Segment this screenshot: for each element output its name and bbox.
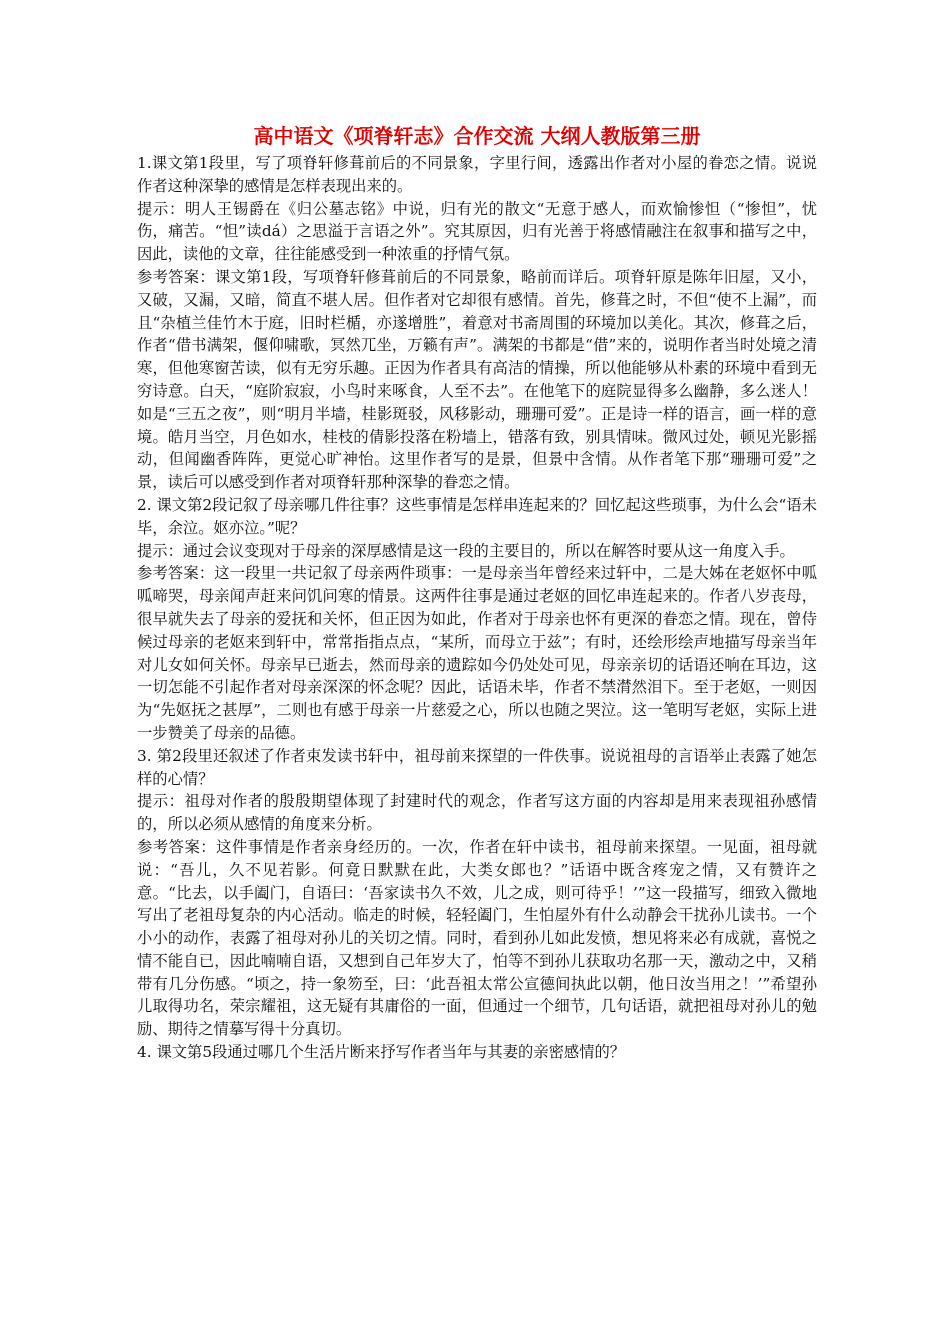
- hint-1: 提示：明人王锡爵在《归公墓志铭》中说，归有光的散文“无意于感人，而欢愉惨怛（“惨怛”，忧伤，痛苦。“怛”读dá）之思溢于言语之外”。究其原因，归有光善于将感情融注在叙事和描写之中，因此，读他的文章，往往能感受到一种浓重的抒情气氛。: [137, 199, 817, 264]
- answer-1: 参考答案：课文第1段，写项脊轩修葺前后的不同景象，略前而详后。项脊轩原是陈年旧屋，又小，又破，又漏，又暗，简直不堪人居。但作者对它却很有感情。首先，修葺之时，不但“使不上漏”，而且“杂植兰佳竹木于庭，旧时栏楯，亦遂增胜”，着意对书斋周围的环境加以美化。其次，修葺之后，作者“借书满架，偃仰啸歌，冥然兀坐，万籁有声”。满架的书都是“借”来的，说明作者当时处境之清寒，但他寒窗苦读，似有无穷乐趣。正因为作者具有高洁的情操，所以他能够从朴素的环境中看到无穷诗意。白天，“庭阶寂寂，小鸟时来啄食，人至不去”。在他笔下的庭院显得多么幽静，多么迷人！如是“三五之夜”，则“明月半墙，桂影斑驳，风移影动，珊珊可爱”。正是诗一样的语言，画一样的意境。皓月当空，月色如水，桂枝的倩影投落在粉墙上，错落有致，别具情味。微风过处，顿见光影摇动，但闻幽香阵阵，更觉心旷神怡。这里作者写的是景，但景中含情。从作者笔下那“珊珊可爱”之景，读后可以感受到作者对项脊轩那种深挚的眷恋之情。: [137, 267, 817, 492]
- question-1: 1.课文第1段里，写了项脊轩修葺前后的不同景象，字里行间，透露出作者对小屋的眷恋之情。说说作者这种深挚的感情是怎样表现出来的。: [137, 154, 817, 195]
- document-title: 高中语文《项脊轩志》合作交流 大纲人教版第三册: [253, 124, 701, 148]
- question-2: 2. 课文第2段记叙了母亲哪几件往事？这些事情是怎样串连起来的？回忆起这些琐事，为什么会“语未毕，余泣。妪亦泣。”呢？: [137, 495, 817, 537]
- question-4: 4. 课文第5段通过哪几个生活片断来抒写作者当年与其妻的亲密感情的？: [137, 1043, 626, 1062]
- question-3: 3. 第2段里还叙述了作者束发读书轩中，祖母前来探望的一件佚事。说说祖母的言语举止表露了她怎样的心情？: [137, 746, 817, 788]
- hint-3: 提示：祖母对作者的殷殷期望体现了封建时代的观念，作者写这方面的内容却是用来表现祖孙感情的，所以必须从感情的角度来分析。: [137, 792, 817, 834]
- answer-3: 参考答案：这件事情是作者亲身经历的。一次，作者在轩中读书，祖母前来探望。一见面，祖母就说：“吾儿，久不见若影。何竟日默默在此，大类女郎也？”话语中既含疼宠之情，又有赞许之意。“比去，以手阖门，自语曰：‘吾家读书久不效，儿之成，则可待乎！’”这一段描写，细致入微地写出了老祖母复杂的内心活动。临走的时候，轻轻阖门，生怕屋外有什么动静会干扰孙儿读书。一个小小的动作，表露了祖母对孙儿的关切之情。同时，看到孙儿如此发愤，想见将来必有成就，喜悦之情不能自已，因此喃喃自语，又想到自己年岁大了，怕等不到孙儿获取功名那一天，激动之中，又稍带有几分伤感。“顷之，持一象笏至，曰：‘此吾祖太常公宣德间执此以朝，他日汝当用之！’”希望孙儿取得功名，荣宗耀祖，这无疑有其庸俗的一面，但通过一个细节，几句话语，就把祖母对孙儿的勉励、期待之情摹写得十分真切。: [137, 837, 817, 1039]
- hint-2: 提示：通过会议变现对于母亲的深厚感情是这一段的主要目的，所以在解答时要从这一角度入手。: [137, 541, 795, 560]
- answer-2: 参考答案：这一段里一共记叙了母亲两件琐事：一是母亲当年曾经来过轩中，二是大姊在老妪怀中呱呱啼哭，母亲闻声赶来问饥问寒的情景。这两件往事是通过老妪的回忆串连起来的。作者八岁丧母，很早就失去了母亲的爱抚和关怀，但正因为如此，作者对于母亲也怀有更深的眷恋之情。现在，曾侍候过母亲的老妪来到轩中，常常指指点点，“某所，而母立于兹”；有时，还绘形绘声地描写母亲当年对儿女如何关怀。母亲早已逝去，然而母亲的遗踪如今仍处处可见，母亲亲切的话语还响在耳边，这一切怎能不引起作者对母亲深深的怀念呢？因此，话语未毕，作者不禁潸然泪下。至于老妪，一则因为“先妪抚之甚厚”，二则也有感于母亲一片慈爱之心，所以也随之哭泣。这一笔明写老妪，实际上进一步赞美了母亲的品德。: [137, 564, 817, 742]
- document-page: [137, 121, 817, 1064]
